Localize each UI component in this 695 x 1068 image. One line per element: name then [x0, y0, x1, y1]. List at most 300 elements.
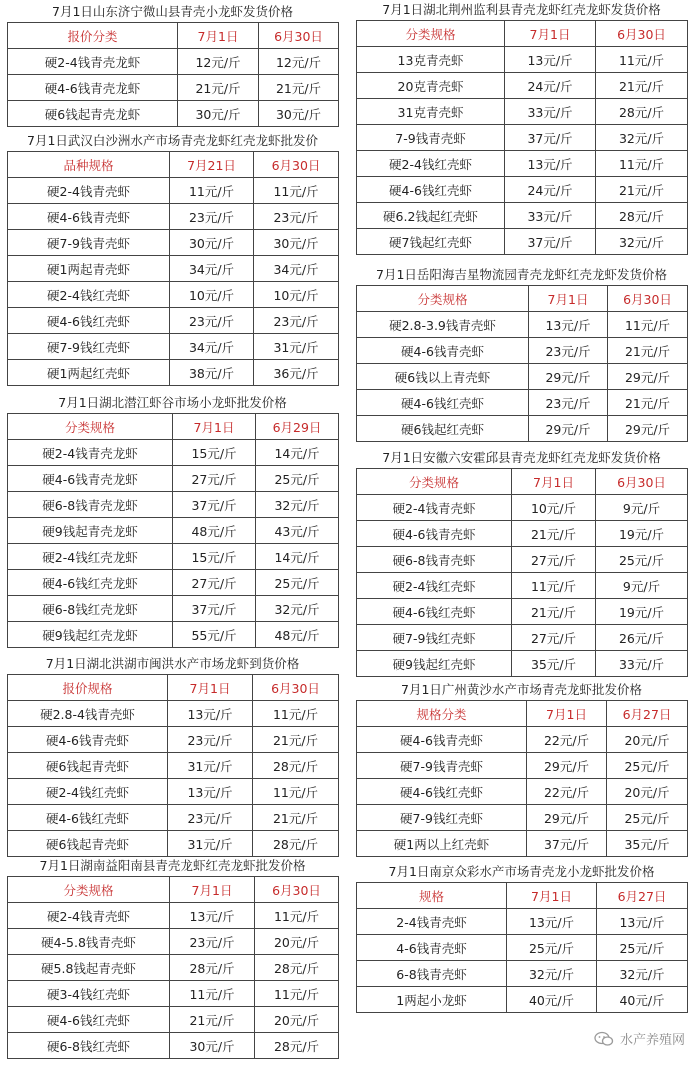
table-row [8, 256, 339, 282]
price-cell: 12元/斤 [178, 49, 259, 75]
price-cell: 32元/斤 [596, 125, 688, 151]
spec-cell: 硬2-4钱红壳虾 [357, 151, 505, 177]
price-table [7, 22, 339, 127]
table-row [357, 651, 688, 677]
table-row [357, 495, 688, 521]
spec-cell: 硬4-6钱红壳虾 [8, 805, 168, 831]
table-row [8, 779, 339, 805]
price-cell: 27元/斤 [173, 570, 256, 596]
table-title: 7月1日南京众彩水产市场青壳龙小龙虾批发价格 [388, 864, 655, 879]
spec-cell: 硬7-9钱红壳虾 [357, 625, 512, 651]
price-cell: 25元/斤 [607, 805, 688, 831]
price-cell: 13元/斤 [529, 312, 608, 338]
price-cell: 11元/斤 [254, 178, 339, 204]
table-row [8, 440, 339, 466]
spec-cell: 4-6钱青壳虾 [357, 935, 507, 961]
table-header-row [8, 877, 339, 903]
price-cell: 29元/斤 [527, 805, 607, 831]
spec-cell: 硬4-6钱红壳虾 [8, 308, 170, 334]
spec-cell: 硬2-4钱红壳虾 [8, 779, 168, 805]
table-row [357, 987, 688, 1013]
column-header: 7月1日 [170, 877, 255, 903]
price-cell: 9元/斤 [596, 495, 688, 521]
price-cell: 13元/斤 [168, 779, 253, 805]
column-header: 分类规格 [8, 414, 173, 440]
price-cell: 22元/斤 [527, 727, 607, 753]
column-header: 7月1日 [505, 21, 596, 47]
price-cell: 23元/斤 [168, 805, 253, 831]
price-cell: 37元/斤 [505, 229, 596, 255]
price-cell: 28元/斤 [253, 831, 339, 857]
spec-cell: 硬4-6钱青壳虾 [8, 727, 168, 753]
price-cell: 32元/斤 [256, 596, 339, 622]
price-cell: 32元/斤 [256, 492, 339, 518]
price-cell: 11元/斤 [170, 178, 254, 204]
price-cell: 23元/斤 [170, 308, 254, 334]
price-cell: 43元/斤 [256, 518, 339, 544]
table-row [357, 573, 688, 599]
price-cell: 11元/斤 [253, 779, 339, 805]
spec-cell: 硬6钱起青壳虾 [8, 753, 168, 779]
price-cell: 27元/斤 [512, 625, 596, 651]
column-header: 6月29日 [256, 414, 339, 440]
spec-cell: 硬2-4钱红壳虾 [357, 573, 512, 599]
price-cell: 28元/斤 [596, 203, 688, 229]
price-cell: 19元/斤 [596, 521, 688, 547]
price-cell: 33元/斤 [505, 203, 596, 229]
price-table-block [356, 862, 687, 1013]
table-row [8, 1007, 339, 1033]
price-cell: 27元/斤 [173, 466, 256, 492]
price-cell: 28元/斤 [596, 99, 688, 125]
table-row [8, 727, 339, 753]
price-cell: 38元/斤 [170, 360, 254, 386]
price-cell: 28元/斤 [170, 955, 255, 981]
table-row [357, 935, 688, 961]
spec-cell: 硬7-9钱青壳虾 [8, 230, 170, 256]
spec-cell: 1两起小龙虾 [357, 987, 507, 1013]
price-cell: 14元/斤 [256, 440, 339, 466]
table-row [8, 360, 339, 386]
table-row [357, 390, 688, 416]
table-row [8, 544, 339, 570]
price-cell: 29元/斤 [608, 416, 688, 442]
spec-cell: 2-4钱青壳虾 [357, 909, 507, 935]
spec-cell: 硬1两起青壳虾 [8, 256, 170, 282]
price-table [356, 882, 688, 1013]
column-header: 6月27日 [607, 701, 688, 727]
column-header: 6月30日 [254, 152, 339, 178]
column-header: 报价分类 [8, 23, 178, 49]
column-header: 6月30日 [596, 469, 688, 495]
price-cell: 37元/斤 [527, 831, 607, 857]
table-row [8, 903, 339, 929]
price-cell: 30元/斤 [178, 101, 259, 127]
table-row [8, 570, 339, 596]
price-cell: 30元/斤 [254, 230, 339, 256]
table-row [357, 99, 688, 125]
table-row [357, 909, 688, 935]
price-cell: 40元/斤 [597, 987, 688, 1013]
price-cell: 21元/斤 [596, 177, 688, 203]
price-cell: 24元/斤 [505, 73, 596, 99]
price-table-block [7, 131, 338, 386]
spec-cell: 硬4-6钱红壳虾 [357, 779, 527, 805]
price-cell: 13元/斤 [505, 151, 596, 177]
price-cell: 21元/斤 [608, 338, 688, 364]
table-row [357, 599, 688, 625]
spec-cell: 硬4-6钱红壳虾 [357, 599, 512, 625]
price-cell: 32元/斤 [597, 961, 688, 987]
price-cell: 55元/斤 [173, 622, 256, 648]
price-cell: 27元/斤 [512, 547, 596, 573]
table-title: 7月1日湖北潜江虾谷市场小龙虾批发价格 [58, 395, 287, 410]
price-cell: 30元/斤 [170, 1033, 255, 1059]
price-table [356, 20, 688, 255]
price-cell: 28元/斤 [255, 955, 339, 981]
spec-cell: 硬6.2钱起红壳虾 [357, 203, 505, 229]
spec-cell: 硬4-6钱红壳虾 [357, 390, 529, 416]
price-cell: 21元/斤 [253, 727, 339, 753]
price-cell: 25元/斤 [596, 547, 688, 573]
table-row [357, 727, 688, 753]
table-row [357, 416, 688, 442]
column-header: 分类规格 [357, 286, 529, 312]
price-cell: 29元/斤 [608, 364, 688, 390]
table-row [357, 753, 688, 779]
price-table [7, 151, 339, 386]
table-row [8, 955, 339, 981]
spec-cell: 硬2-4钱红壳虾 [8, 282, 170, 308]
spec-cell: 硬2-4钱红壳龙虾 [8, 544, 173, 570]
table-row [357, 364, 688, 390]
spec-cell: 硬3-4钱红壳虾 [8, 981, 170, 1007]
table-row [8, 101, 339, 127]
table-title: 7月1日湖南益阳南县青壳龙虾红壳龙虾批发价格 [39, 858, 306, 873]
watermark [594, 1029, 685, 1048]
spec-cell: 硬1两以上红壳虾 [357, 831, 527, 857]
price-cell: 13元/斤 [505, 47, 596, 73]
spec-cell: 硬4-6钱青壳龙虾 [8, 75, 178, 101]
price-cell: 31元/斤 [168, 753, 253, 779]
column-header: 6月30日 [608, 286, 688, 312]
spec-cell: 硬2-4钱青壳虾 [8, 903, 170, 929]
table-row [8, 805, 339, 831]
column-header: 分类规格 [8, 877, 170, 903]
price-cell: 21元/斤 [178, 75, 259, 101]
price-cell: 20元/斤 [607, 727, 688, 753]
spec-cell: 硬2.8-3.9钱青壳虾 [357, 312, 529, 338]
price-table [356, 285, 688, 442]
price-cell: 21元/斤 [512, 599, 596, 625]
price-cell: 10元/斤 [170, 282, 254, 308]
table-row [8, 1033, 339, 1059]
price-cell: 32元/斤 [507, 961, 597, 987]
table-row [8, 518, 339, 544]
price-table-block [7, 393, 338, 648]
spec-cell: 31克青壳虾 [357, 99, 505, 125]
column-header: 7月1日 [173, 414, 256, 440]
spec-cell: 硬9钱起红壳龙虾 [8, 622, 173, 648]
price-cell: 21元/斤 [170, 1007, 255, 1033]
table-row [357, 151, 688, 177]
price-cell: 15元/斤 [173, 440, 256, 466]
table-title: 7月1日广州黄沙水产市场青壳龙虾批发价格 [401, 682, 642, 697]
column-header: 7月21日 [170, 152, 254, 178]
spec-cell: 硬6钱以上青壳虾 [357, 364, 529, 390]
column-header: 7月1日 [178, 23, 259, 49]
price-cell: 21元/斤 [259, 75, 339, 101]
price-cell: 25元/斤 [607, 753, 688, 779]
price-cell: 22元/斤 [527, 779, 607, 805]
price-cell: 33元/斤 [505, 99, 596, 125]
spec-cell: 硬6-8钱红壳虾 [8, 1033, 170, 1059]
table-row [8, 701, 339, 727]
table-row [8, 204, 339, 230]
price-table-block [7, 2, 338, 127]
watermark-text: 水产养殖网 [619, 1033, 685, 1048]
price-cell: 35元/斤 [607, 831, 688, 857]
table-header-row [357, 701, 688, 727]
price-cell: 30元/斤 [170, 230, 254, 256]
spec-cell: 硬2-4钱青壳虾 [8, 178, 170, 204]
spec-cell: 硬4-6钱红壳虾 [357, 177, 505, 203]
table-row [8, 753, 339, 779]
price-cell: 37元/斤 [173, 492, 256, 518]
table-row [8, 929, 339, 955]
spec-cell: 硬4-6钱青壳龙虾 [8, 466, 173, 492]
price-cell: 34元/斤 [170, 334, 254, 360]
table-row [357, 338, 688, 364]
spec-cell: 硬4-5.8钱青壳虾 [8, 929, 170, 955]
price-cell: 29元/斤 [529, 364, 608, 390]
table-header-row [357, 883, 688, 909]
column-header: 规格 [357, 883, 507, 909]
price-cell: 34元/斤 [170, 256, 254, 282]
spec-cell: 硬4-6钱青壳虾 [8, 204, 170, 230]
price-cell: 15元/斤 [173, 544, 256, 570]
spec-cell: 硬6-8钱红壳龙虾 [8, 596, 173, 622]
table-row [8, 178, 339, 204]
table-row [8, 49, 339, 75]
table-row [8, 622, 339, 648]
table-title: 7月1日山东济宁微山县青壳小龙虾发货价格 [52, 4, 293, 19]
price-cell: 25元/斤 [256, 466, 339, 492]
spec-cell: 硬6钱起青壳虾 [8, 831, 168, 857]
price-cell: 21元/斤 [253, 805, 339, 831]
table-row [8, 75, 339, 101]
column-header: 7月1日 [527, 701, 607, 727]
table-row [8, 282, 339, 308]
column-header: 7月1日 [529, 286, 608, 312]
table-row [357, 125, 688, 151]
price-cell: 13元/斤 [168, 701, 253, 727]
price-table [7, 413, 339, 648]
table-row [357, 625, 688, 651]
price-cell: 11元/斤 [608, 312, 688, 338]
column-header: 7月1日 [168, 675, 253, 701]
price-cell: 24元/斤 [505, 177, 596, 203]
price-cell: 26元/斤 [596, 625, 688, 651]
table-title: 7月1日湖北洪湖市闽洪水产市场龙虾到货价格 [45, 656, 300, 671]
price-cell: 20元/斤 [255, 929, 339, 955]
price-cell: 13元/斤 [170, 903, 255, 929]
spec-cell: 硬6-8钱青壳龙虾 [8, 492, 173, 518]
spec-cell: 硬4-6钱青壳虾 [357, 521, 512, 547]
price-cell: 20元/斤 [255, 1007, 339, 1033]
price-cell: 12元/斤 [259, 49, 339, 75]
price-cell: 23元/斤 [529, 338, 608, 364]
price-cell: 36元/斤 [254, 360, 339, 386]
column-header: 6月30日 [596, 21, 688, 47]
table-title: 7月1日安徽六安霍邱县青壳龙虾红壳龙虾发货价格 [382, 450, 661, 465]
spec-cell: 硬7-9钱红壳虾 [357, 805, 527, 831]
price-table [356, 468, 688, 677]
table-row [357, 47, 688, 73]
price-cell: 23元/斤 [170, 929, 255, 955]
price-cell: 32元/斤 [596, 229, 688, 255]
table-row [357, 521, 688, 547]
price-cell: 40元/斤 [507, 987, 597, 1013]
price-cell: 23元/斤 [168, 727, 253, 753]
price-cell: 11元/斤 [596, 151, 688, 177]
price-cell: 10元/斤 [254, 282, 339, 308]
spec-cell: 硬2-4钱青壳虾 [357, 495, 512, 521]
price-cell: 48元/斤 [256, 622, 339, 648]
price-cell: 11元/斤 [255, 981, 339, 1007]
table-row [357, 177, 688, 203]
column-header: 报价规格 [8, 675, 168, 701]
spec-cell: 硬6-8钱青壳虾 [357, 547, 512, 573]
spec-cell: 硬9钱起红壳虾 [357, 651, 512, 677]
price-cell: 23元/斤 [170, 204, 254, 230]
column-header: 6月30日 [255, 877, 339, 903]
price-cell: 31元/斤 [254, 334, 339, 360]
column-header: 7月1日 [512, 469, 596, 495]
price-cell: 25元/斤 [507, 935, 597, 961]
table-row [8, 334, 339, 360]
spec-cell: 硬6钱起红壳虾 [357, 416, 529, 442]
table-row [357, 779, 688, 805]
spec-cell: 硬7-9钱红壳虾 [8, 334, 170, 360]
table-header-row [8, 23, 339, 49]
price-cell: 21元/斤 [608, 390, 688, 416]
table-header-row [357, 469, 688, 495]
spec-cell: 硬9钱起青壳龙虾 [8, 518, 173, 544]
price-cell: 11元/斤 [255, 903, 339, 929]
spec-cell: 硬4-6钱青壳虾 [357, 338, 529, 364]
table-title: 7月1日武汉白沙洲水产市场青壳龙虾红壳龙虾批发价 [27, 133, 318, 148]
price-table-block [7, 654, 338, 857]
price-cell: 37元/斤 [505, 125, 596, 151]
spec-cell: 硬4-6钱红壳虾 [8, 1007, 170, 1033]
wechat-logo-icon [594, 1031, 614, 1047]
price-cell: 30元/斤 [259, 101, 339, 127]
table-row [8, 308, 339, 334]
price-table-block [356, 265, 687, 442]
price-cell: 23元/斤 [529, 390, 608, 416]
price-cell: 48元/斤 [173, 518, 256, 544]
price-cell: 21元/斤 [596, 73, 688, 99]
column-header: 分类规格 [357, 21, 505, 47]
spec-cell: 6-8钱青壳虾 [357, 961, 507, 987]
spec-cell: 硬4-6钱红壳龙虾 [8, 570, 173, 596]
price-cell: 23元/斤 [254, 204, 339, 230]
table-row [8, 981, 339, 1007]
price-cell: 11元/斤 [253, 701, 339, 727]
price-table-block [356, 680, 687, 857]
table-title: 7月1日湖北荆州监利县青壳龙虾红壳龙虾发货价格 [382, 2, 661, 17]
spec-cell: 硬2-4钱青壳龙虾 [8, 440, 173, 466]
spec-cell: 7-9钱青壳虾 [357, 125, 505, 151]
table-header-row [8, 152, 339, 178]
spec-cell: 硬4-6钱青壳虾 [357, 727, 527, 753]
price-table-block [356, 0, 687, 255]
column-header: 6月30日 [259, 23, 339, 49]
price-cell: 21元/斤 [512, 521, 596, 547]
column-header: 7月1日 [507, 883, 597, 909]
price-cell: 19元/斤 [596, 599, 688, 625]
price-cell: 29元/斤 [527, 753, 607, 779]
table-header-row [8, 675, 339, 701]
price-cell: 11元/斤 [170, 981, 255, 1007]
table-row [8, 831, 339, 857]
price-cell: 35元/斤 [512, 651, 596, 677]
spec-cell: 硬2.8-4钱青壳虾 [8, 701, 168, 727]
column-header: 品种规格 [8, 152, 170, 178]
table-row [8, 596, 339, 622]
price-cell: 13元/斤 [507, 909, 597, 935]
table-row [357, 203, 688, 229]
column-header: 6月30日 [253, 675, 339, 701]
price-cell: 10元/斤 [512, 495, 596, 521]
spec-cell: 硬5.8钱起青壳虾 [8, 955, 170, 981]
table-title: 7月1日岳阳海吉星物流园青壳龙虾红壳龙虾发货价格 [376, 267, 667, 282]
price-table [356, 700, 688, 857]
table-header-row [8, 414, 339, 440]
table-row [8, 466, 339, 492]
column-header: 6月27日 [597, 883, 688, 909]
price-cell: 33元/斤 [596, 651, 688, 677]
spec-cell: 硬1两起红壳虾 [8, 360, 170, 386]
price-table-block [7, 856, 338, 1059]
price-cell: 20元/斤 [607, 779, 688, 805]
table-row [357, 961, 688, 987]
price-cell: 9元/斤 [596, 573, 688, 599]
table-row [357, 312, 688, 338]
price-cell: 28元/斤 [253, 753, 339, 779]
spec-cell: 20克青壳虾 [357, 73, 505, 99]
table-row [357, 805, 688, 831]
price-cell: 23元/斤 [254, 308, 339, 334]
column-header: 分类规格 [357, 469, 512, 495]
price-cell: 29元/斤 [529, 416, 608, 442]
spec-cell: 硬2-4钱青壳龙虾 [8, 49, 178, 75]
spec-cell: 13克青壳虾 [357, 47, 505, 73]
table-row [357, 547, 688, 573]
table-row [8, 230, 339, 256]
price-cell: 14元/斤 [256, 544, 339, 570]
price-cell: 34元/斤 [254, 256, 339, 282]
spec-cell: 硬6钱起青壳龙虾 [8, 101, 178, 127]
price-cell: 37元/斤 [173, 596, 256, 622]
price-cell: 25元/斤 [256, 570, 339, 596]
column-header: 规格分类 [357, 701, 527, 727]
price-cell: 11元/斤 [596, 47, 688, 73]
spec-cell: 硬7-9钱青壳虾 [357, 753, 527, 779]
table-row [357, 73, 688, 99]
table-header-row [357, 21, 688, 47]
